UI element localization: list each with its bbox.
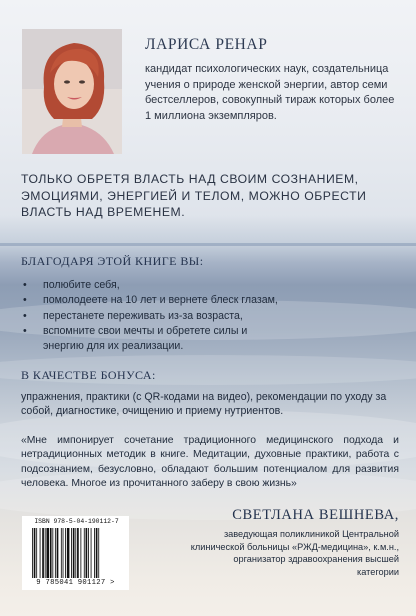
author-photo	[22, 29, 122, 154]
barcode-bar	[77, 528, 79, 578]
barcode-bar	[52, 528, 53, 578]
author-bio: кандидат психологических наук, создательница учения о природе женской энергии, автор семи бестселлеров, совокупный тираж которых более 1 миллиона экземпляров.	[145, 63, 395, 123]
bonus-heading: В КАЧЕСТВЕ БОНУСА:	[21, 368, 156, 382]
barcode-bar	[40, 528, 41, 578]
benefit-text: перестанете переживать из-за возраста,	[43, 309, 243, 322]
barcode-bar	[34, 528, 36, 578]
benefits-heading: БЛАГОДАРЯ ЭТОЙ КНИГЕ ВЫ:	[21, 254, 204, 268]
barcode-bar	[75, 528, 76, 578]
barcode-bar	[73, 528, 75, 578]
bullet-icon: •	[23, 309, 27, 322]
barcode-bar	[84, 528, 85, 578]
bonus-text: упражнения, практики (с QR-кодами на видео), рекомендации по уходу за собой, диагностике, очищению и приему нутриентов.	[21, 391, 387, 418]
barcode-bar	[63, 528, 64, 578]
horizon-line	[0, 243, 416, 246]
barcode-bar	[50, 528, 52, 578]
barcode-bar	[36, 528, 37, 578]
motto-text: ТОЛЬКО ОБРЕТЯ ВЛАСТЬ НАД СВОИМ СОЗНАНИЕМ, ЭМОЦИЯМИ, ЭНЕРГИЕЙ И ТЕЛОМ, МОЖНО ОБРЕСТИ ВЛАСТЬ НАД ВРЕМЕНЕМ.	[21, 172, 367, 220]
barcode-bar	[32, 528, 33, 578]
barcode-digits: 9 785041 901127 >	[36, 579, 115, 587]
bullet-icon: •	[23, 279, 27, 291]
list-item	[21, 324, 401, 355]
endorsement-quote: «Мне импонирует сочетание традиционного медицинского подхода и нетрадиционных методик в книге. Медитации, духовные практики, работа с подсознанием, безусловно, обладают большим потенциалом для развития человека. Многое из прочитанного заберу в свою жизнь»	[21, 435, 399, 490]
list-item	[21, 309, 401, 324]
barcode-bar	[61, 528, 62, 578]
barcode-bar	[65, 528, 66, 578]
barcode-bar	[55, 528, 56, 578]
barcode-bar	[96, 528, 98, 578]
barcode-bar	[91, 528, 92, 578]
author-name: ЛАРИСА РЕНАР	[145, 36, 268, 53]
bullet-icon: •	[23, 294, 27, 307]
endorser-name: СВЕТЛАНА ВЕШНЕВА,	[232, 507, 399, 523]
endorser-title: заведующая поликлиникой Центральной клинической больницы «РЖД-медицина», к.м.н., организатор здравоохранения высшей категории	[190, 529, 399, 577]
list-item	[21, 293, 401, 308]
barcode-bar	[86, 528, 88, 578]
bullet-icon: •	[23, 324, 27, 337]
benefit-text: вспомните свои мечты и обретете силы и энергию для их реализации.	[43, 324, 248, 353]
portrait-image	[22, 29, 122, 154]
barcode-bar	[46, 528, 49, 578]
barcode-bar	[88, 528, 89, 578]
benefit-text: полюбите себя,	[43, 279, 120, 291]
benefit-text: помолодеете на 10 лет и вернете блеск глазам,	[43, 294, 278, 307]
barcode-bar	[42, 528, 44, 578]
barcode-bar	[67, 528, 70, 578]
barcode-bar	[80, 528, 81, 578]
isbn-number: ISBN 978-5-04-190112-7	[34, 518, 119, 525]
barcode-bar	[98, 528, 99, 578]
barcode-bar	[71, 528, 72, 578]
barcode-bar	[57, 528, 59, 578]
barcode-bar	[45, 528, 46, 578]
barcode	[22, 516, 129, 590]
benefits-list	[21, 278, 401, 354]
barcode-bar	[94, 528, 95, 578]
list-item	[21, 278, 401, 293]
